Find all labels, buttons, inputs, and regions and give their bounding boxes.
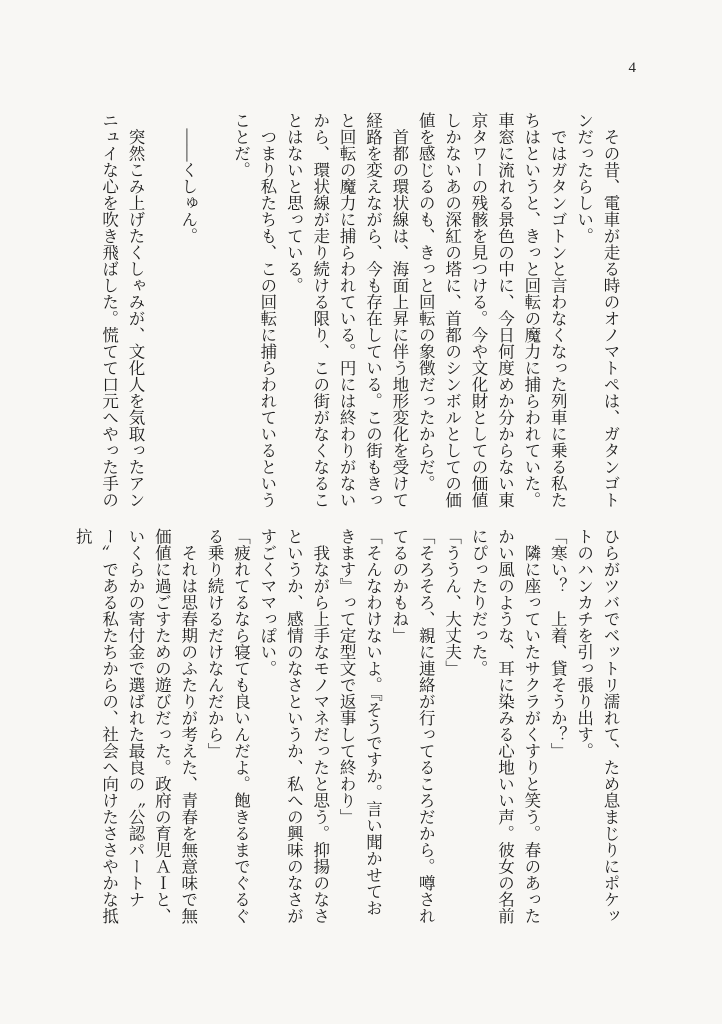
paragraph: 「そんなわけないよ。『そうですか。言い聞かせておきます』って定型文で返事して終わり」 [337,528,383,916]
page-number: 4 [628,60,636,76]
lower-text-block [63,528,623,924]
paragraph: 「ううん、大丈夫」 [442,528,462,677]
paragraph: 「疲れてるなら寝ても良いんだよ。飽きるまでぐるぐる乗り続けるだけなんだから」 [205,528,251,924]
paragraph: 首都の環状線は、海面上昇に伴う地形変化を受けて経路を変えながら、今も存在している。この街もきっと回転の魔力に捕らわれている。円には終わりがないから、環状線が走り続ける限り、この街がなくなることはないと思っている。 [284,112,409,508]
paragraph: 我ながら上手なモノマネだったと思う。抑揚のなさというか、感情のなさというか、私への興味のなさがすごくママっぽい。 [257,528,330,924]
paragraph: その昔、電車が走る時のオノマトペは、ガタンゴトンだったらしい。 [574,112,620,508]
paragraph: ではガタンゴトンと言わなくなった列車に乗る私たちはというと、きっと回転の魔力に捕らわれていた。車窓に流れる景色の中に、今日何度めか分からない東京タワーの残骸を見つける。今や文化財としての価値しかないあの深紅の塔に、首都のシンボルとしての価値を感じるのも、きっと回転の象徴だったからだ。 [416,112,568,508]
paragraph: ひらがツバでベットリ濡れて、ため息まじりにポケットのハンカチを引っ張り出す。 [574,528,620,924]
paragraph [148,112,174,508]
paragraph [201,112,227,508]
paragraph: 「そろそろ、親に連絡が行ってるころだから。噂されてるのかもね」 [389,528,436,924]
paragraph: 突然こみ上げたくしゃみが、文化人を気取ったアンニュイな心を吹き飛ばした。慌てて口元へやった手の [99,112,145,508]
paragraph: つまり私たちも、この回転に捕らわれているということだ。 [231,112,277,508]
paragraph: 「寒い？ 上着、貸そうか？」 [548,528,568,759]
paragraph: 隣に座っていたサクラがくすりと笑う。春のあったかい風のような、耳に染みる心地いい声。彼女の名前にぴったりだった。 [469,528,541,924]
paragraph: ――くしゅん。 [178,112,198,244]
upper-text-block [63,112,623,508]
paragraph: それは思春期のふたりが考えた、青春を無意味で無価値に過ごすための遊びだった。政府の育児ＡＩと、いくらかの寄付金で選ばれた最良の〝公認パートナー〟である私たちからの、社会へ向けたささやかな抵抗 [73,528,198,924]
